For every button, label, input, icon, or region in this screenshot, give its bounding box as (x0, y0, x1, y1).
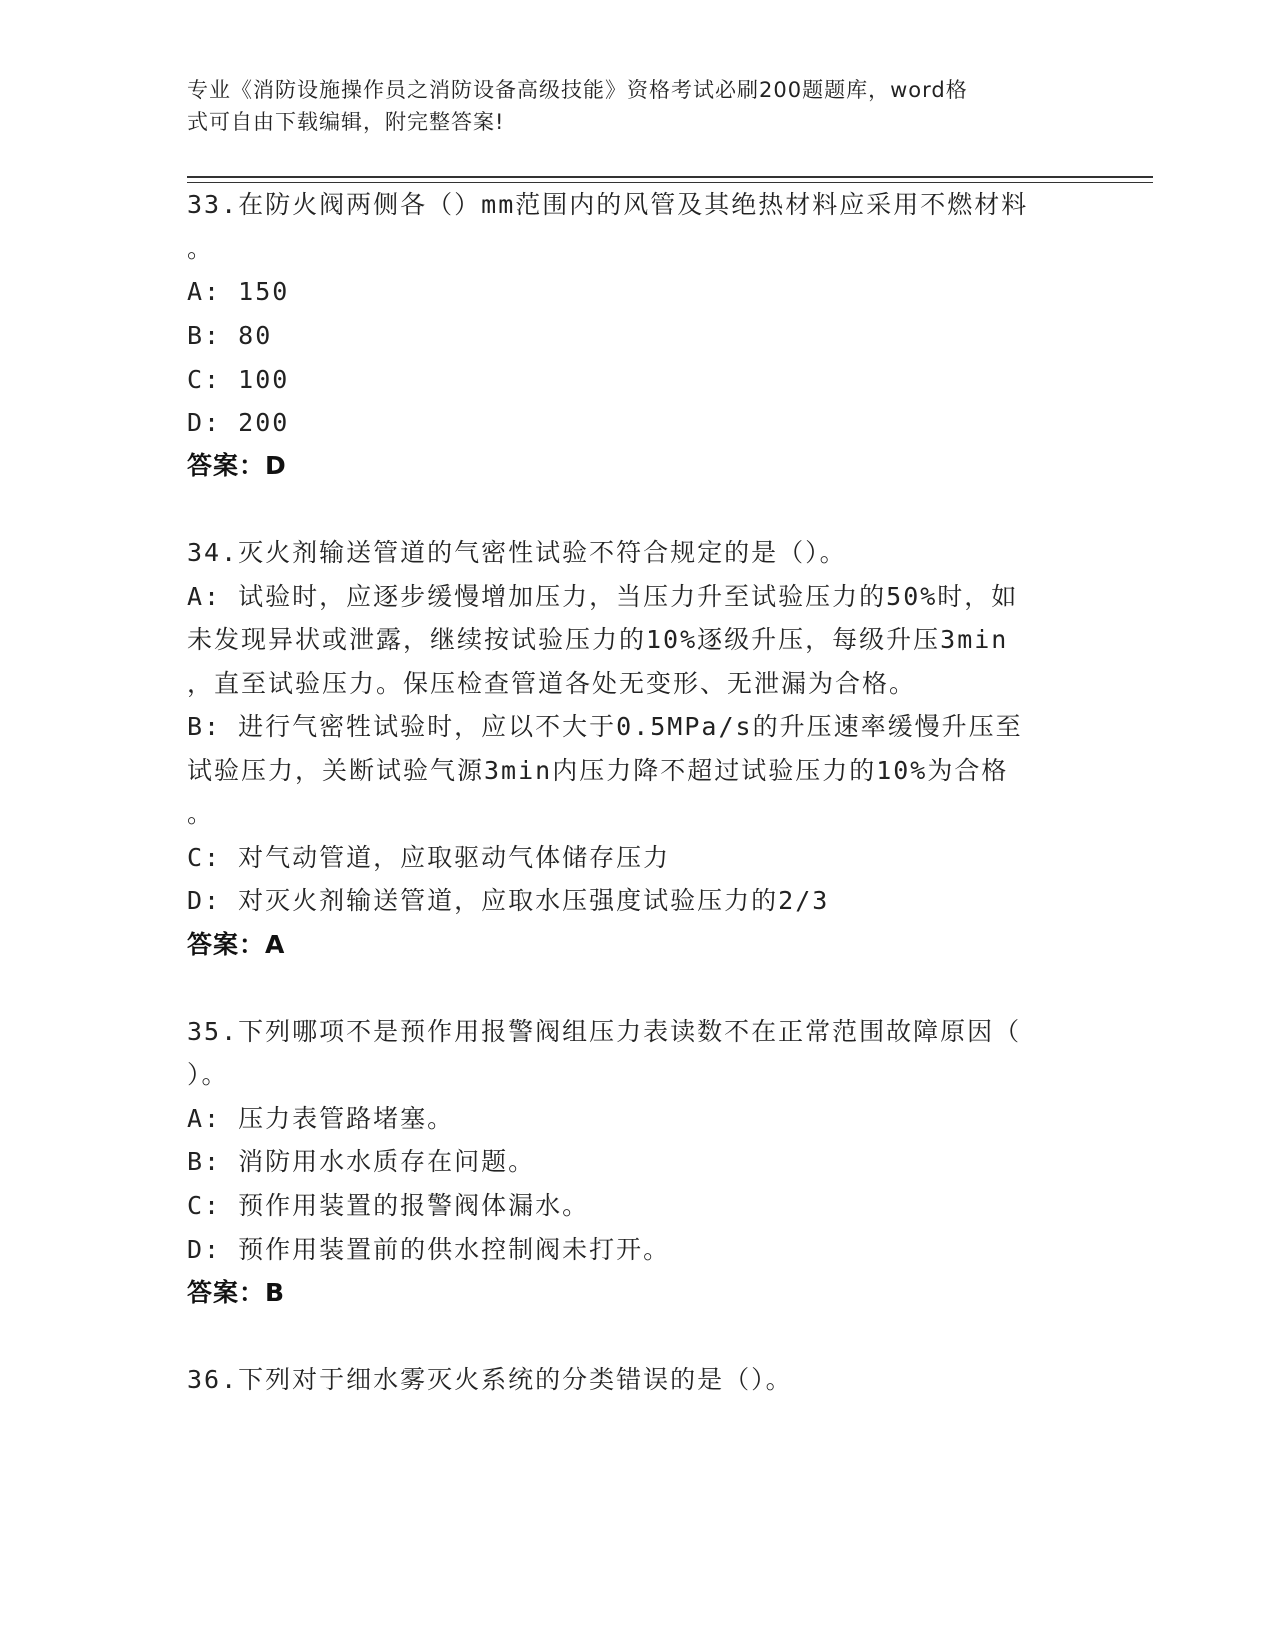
header-divider-thin (187, 182, 1153, 183)
option-b-continuation: 。 (187, 799, 215, 828)
option-a: A: 试验时，应逐步缓慢增加压力，当压力升至试验压力的50%时，如 (187, 582, 1019, 611)
header-line-1: 专业《消防设施操作员之消防设备高级技能》资格考试必刷200题题库，word格 (187, 78, 968, 102)
question-stem-continuation: ）。 (187, 1060, 229, 1089)
option-a: A: 150 (187, 277, 290, 306)
option-a-continuation: 未发现异状或泄露，继续按试验压力的10%逐级升压，每级升压3min (187, 625, 1009, 654)
option-d: D: 200 (187, 408, 290, 437)
option-c: C: 100 (187, 365, 290, 394)
option-b: B: 消防用水水质存在问题。 (187, 1147, 536, 1176)
header-line-2: 式可自由下载编辑，附完整答案! (187, 110, 505, 134)
option-a-continuation: ，直至试验压力。保压检查管道各处无变形、无泄漏为合格。 (187, 669, 917, 698)
answer: 答案：B (187, 1278, 286, 1307)
header-divider-thick (187, 176, 1153, 178)
option-b-continuation: 试验压力，关断试验气源3min内压力降不超过试验压力的10%为合格 (187, 756, 1009, 785)
question-stem-continuation: 。 (187, 234, 215, 263)
document-header (187, 74, 1067, 138)
answer: 答案：A (187, 930, 286, 959)
option-b: B: 80 (187, 321, 273, 350)
option-d: D: 预作用装置前的供水控制阀未打开。 (187, 1235, 671, 1264)
option-b: B: 进行气密牲试验时，应以不大于0.5MPa/s的升压速率缓慢升压至 (187, 712, 1023, 741)
option-c: C: 对气动管道，应取驱动气体储存压力 (187, 843, 671, 872)
option-c: C: 预作用装置的报警阀体漏水。 (187, 1191, 590, 1220)
question-stem: 34.灭火剂输送管道的气密性试验不符合规定的是（）。 (187, 538, 847, 567)
answer: 答案：D (187, 451, 287, 480)
question-stem: 33.在防火阀两侧各（）mm范围内的风管及其绝热材料应采用不燃材料 (187, 190, 1029, 219)
option-d: D: 对灭火剂输送管道，应取水压强度试验压力的2/3 (187, 886, 830, 915)
question-stem: 36.下列对于细水雾灭火系统的分类错误的是（）。 (187, 1365, 793, 1394)
option-a: A: 压力表管路堵塞。 (187, 1104, 455, 1133)
question-stem: 35.下列哪项不是预作用报警阀组压力表读数不在正常范围故障原因（ (187, 1017, 1022, 1046)
